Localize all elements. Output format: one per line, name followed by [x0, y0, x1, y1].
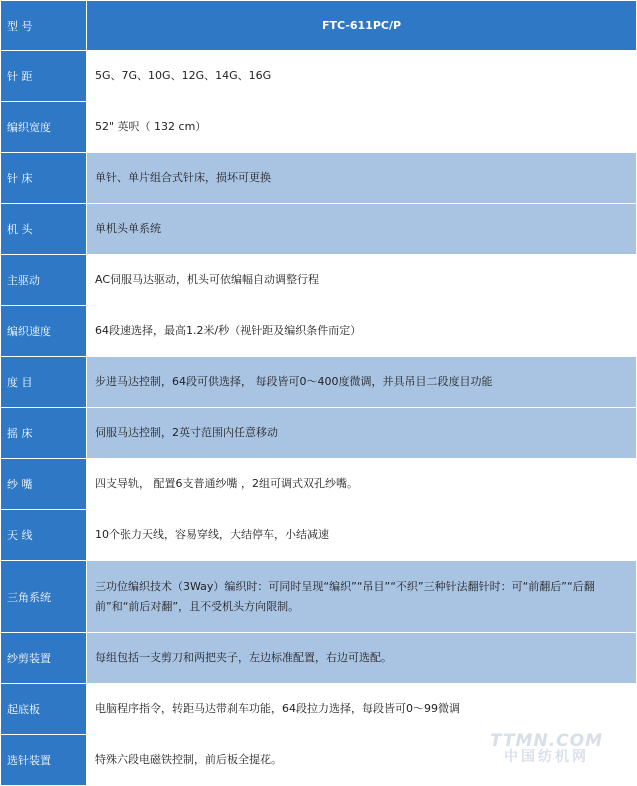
spec-value: 伺服马达控制，2英寸范围内任意移动	[87, 408, 637, 459]
spec-value: AC伺服马达驱动，机头可依编幅自动调整行程	[87, 255, 637, 306]
spec-row	[1, 510, 637, 561]
spec-label: 度 目	[1, 357, 87, 408]
spec-label: 三角系统	[1, 561, 87, 633]
spec-value: 10个张力天线，容易穿线，大结停车，小结减速	[87, 510, 637, 561]
spec-value: 特殊六段电磁铁控制，前后板全提花。	[87, 735, 637, 786]
model-value: FTC-611PC/P	[87, 1, 637, 51]
spec-row	[1, 204, 637, 255]
spec-value: 电脑程序指令，转距马达带刹车功能，64段拉力选择，每段皆可0～99微调	[87, 684, 637, 735]
spec-row	[1, 408, 637, 459]
spec-value: 步进马达控制，64段可供选择， 每段皆可0～400度微调，并具吊目二段度目功能	[87, 357, 637, 408]
spec-row	[1, 51, 637, 102]
spec-row	[1, 684, 637, 735]
spec-label: 纱剪装置	[1, 633, 87, 684]
spec-label: 针 床	[1, 153, 87, 204]
watermark-domain: TTMN.COM	[489, 731, 603, 751]
header-label: 型 号	[1, 1, 87, 51]
spec-value: 52" 英呎（ 132 cm）	[87, 102, 637, 153]
spec-value: 四支导轨， 配置6支普通纱嘴 ，2组可调式双孔纱嘴。	[87, 459, 637, 510]
spec-row	[1, 255, 637, 306]
spec-label: 机 头	[1, 204, 87, 255]
spec-value: 每组包括一支剪刀和两把夹子，左边标准配置，右边可选配。	[87, 633, 637, 684]
spec-row	[1, 633, 637, 684]
spec-label: 编织宽度	[1, 102, 87, 153]
spec-label: 摇 床	[1, 408, 87, 459]
header-row	[1, 1, 637, 51]
spec-row	[1, 306, 637, 357]
watermark-site-name: 中国纺机网	[503, 749, 589, 765]
spec-label: 选针装置	[1, 735, 87, 786]
spec-label: 起底板	[1, 684, 87, 735]
spec-value: 单针、单片组合式针床，损坏可更换	[87, 153, 637, 204]
spec-label: 主驱动	[1, 255, 87, 306]
spec-row	[1, 153, 637, 204]
spec-label: 针 距	[1, 51, 87, 102]
spec-row	[1, 102, 637, 153]
spec-value: 三功位编织技术（3Way）编织时：可同时呈现“编织”“吊目”“不织”三种针法翻针时：可“前翻后”“后翻前”和“前后对翻”，且不受机头方向限制。	[87, 561, 637, 633]
spec-row	[1, 357, 637, 408]
spec-label: 纱 嘴	[1, 459, 87, 510]
spec-value: 单机头单系统	[87, 204, 637, 255]
spec-label: 编织速度	[1, 306, 87, 357]
spec-row	[1, 735, 637, 786]
spec-row	[1, 459, 637, 510]
spec-value: 5G、7G、10G、12G、14G、16G	[87, 51, 637, 102]
spec-label: 天 线	[1, 510, 87, 561]
spec-row	[1, 561, 637, 633]
spec-value: 64段速选择，最高1.2米/秒（视针距及编织条件而定）	[87, 306, 637, 357]
